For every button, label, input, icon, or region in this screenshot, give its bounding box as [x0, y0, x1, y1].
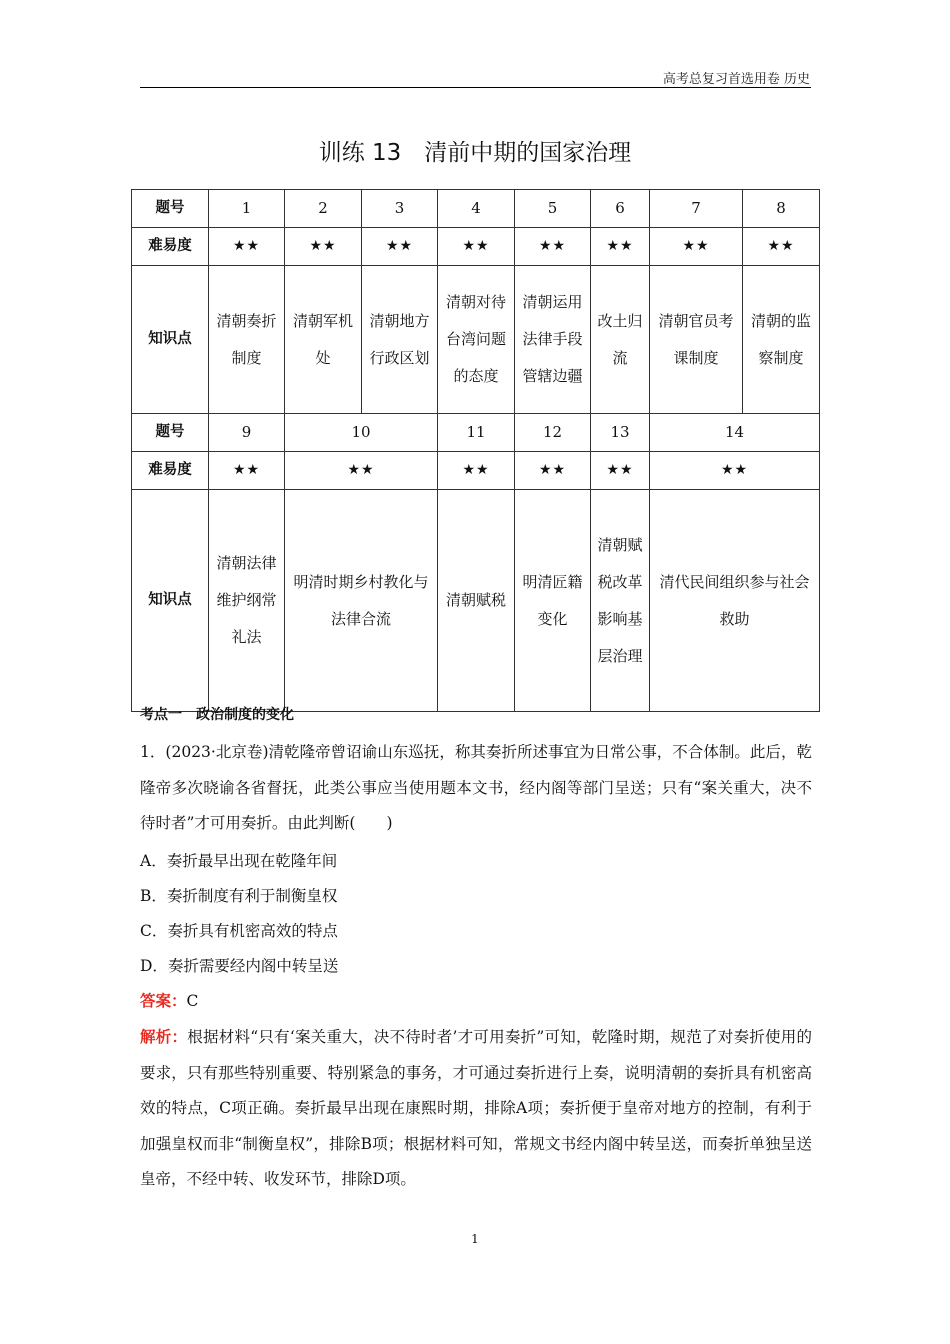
- knowledge-point: 清朝官员考课制度: [650, 266, 743, 414]
- question-text: 1．(2023·北京卷)清乾隆帝曾诏谕山东巡抚，称其奏折所述事宜为日常公事，不合体制。此后，乾隆帝多次晓谕各省督抚，此类公事应当使用题本文书，经内阁等部门呈送；只有“案关重大，决不待时者”才可用奏折。由此判断( ): [140, 743, 812, 832]
- question-number: 6: [591, 190, 650, 228]
- page-number: 1: [471, 1232, 479, 1246]
- table-row: [132, 266, 820, 414]
- difficulty-stars: ★★: [285, 228, 362, 266]
- knowledge-point: 清朝对待台湾问题的态度: [438, 266, 515, 414]
- table-row: [132, 228, 820, 266]
- difficulty-stars: ★★: [362, 228, 438, 266]
- row-label-number: 题号: [132, 190, 209, 228]
- question-number: 10: [285, 414, 438, 452]
- knowledge-point: 明清时期乡村教化与法律合流: [285, 490, 438, 712]
- difficulty-stars: ★★: [285, 452, 438, 490]
- knowledge-point: 清代民间组织参与社会救助: [650, 490, 820, 712]
- row-label-knowledge: 知识点: [132, 266, 209, 414]
- knowledge-point: 清朝军机处: [285, 266, 362, 414]
- question-number: 13: [591, 414, 650, 452]
- question-number: 3: [362, 190, 438, 228]
- header-text: 高考总复习首选用卷 历史: [662, 72, 810, 87]
- difficulty-stars: ★★: [209, 228, 285, 266]
- question-number: 8: [743, 190, 820, 228]
- question-number: 14: [650, 414, 820, 452]
- question-number: 1: [209, 190, 285, 228]
- difficulty-stars: ★★: [650, 228, 743, 266]
- knowledge-point: 清朝地方行政区划: [362, 266, 438, 414]
- knowledge-point: 清朝的监察制度: [743, 266, 820, 414]
- table-row: [132, 452, 820, 490]
- table-row: [132, 414, 820, 452]
- difficulty-stars: ★★: [591, 452, 650, 490]
- question-number: 12: [515, 414, 591, 452]
- analysis-label: 解析：: [140, 1028, 188, 1046]
- row-label-difficulty: 难易度: [132, 228, 209, 266]
- knowledge-point: 清朝赋税: [438, 490, 515, 712]
- answer-label: 答案：: [140, 992, 187, 1010]
- question-number: 5: [515, 190, 591, 228]
- table-row: [132, 190, 820, 228]
- knowledge-point: 明清匠籍变化: [515, 490, 591, 712]
- page-title: 训练 13 清前中期的国家治理: [318, 140, 632, 166]
- section-heading: 考点一 政治制度的变化: [140, 707, 294, 723]
- row-label-number: 题号: [132, 414, 209, 452]
- knowledge-point: 清朝运用法律手段管辖边疆: [515, 266, 591, 414]
- difficulty-stars: ★★: [438, 228, 515, 266]
- question-number: 11: [438, 414, 515, 452]
- difficulty-stars: ★★: [209, 452, 285, 490]
- analysis-paragraph: [140, 1020, 812, 1198]
- knowledge-point: 清朝赋税改革影响基层治理: [591, 490, 650, 712]
- knowledge-point: 清朝法律维护纲常礼法: [209, 490, 285, 712]
- option-d: D．奏折需要经内阁中转呈送: [140, 957, 339, 975]
- option-b: B．奏折制度有利于制衡皇权: [140, 887, 338, 905]
- table-row: [132, 490, 820, 712]
- difficulty-stars: ★★: [591, 228, 650, 266]
- header-divider: [140, 87, 811, 88]
- question-number: 2: [285, 190, 362, 228]
- difficulty-stars: ★★: [515, 228, 591, 266]
- knowledge-point: 清朝奏折制度: [209, 266, 285, 414]
- answer-value: C: [186, 992, 199, 1010]
- question-number: 4: [438, 190, 515, 228]
- option-a: A．奏折最早出现在乾隆年间: [140, 852, 338, 870]
- difficulty-table: [131, 189, 820, 712]
- difficulty-stars: ★★: [743, 228, 820, 266]
- row-label-knowledge: 知识点: [132, 490, 209, 712]
- difficulty-stars: ★★: [438, 452, 515, 490]
- analysis-text: 根据材料“只有‘案关重大，决不待时者’才可用奏折”可知，乾隆时期，规范了对奏折使用的要求，只有那些特别重要、特别紧急的事务，才可通过奏折进行上奏，说明清朝的奏折具有机密高效的特点，C项正确。奏折最早出现在康熙时期，排除A项；奏折便于皇帝对地方的控制，有利于加强皇权而非“制衡皇权”，排除B项；根据材料可知，常规文书经内阁中转呈送，而奏折单独呈送皇帝，不经中转、收发环节，排除D项。: [140, 1028, 812, 1188]
- row-label-difficulty: 难易度: [132, 452, 209, 490]
- option-c: C．奏折具有机密高效的特点: [140, 922, 338, 940]
- knowledge-point: 改土归流: [591, 266, 650, 414]
- answer-line: [140, 989, 198, 1011]
- difficulty-stars: ★★: [515, 452, 591, 490]
- question-number: 7: [650, 190, 743, 228]
- question-number: 9: [209, 414, 285, 452]
- difficulty-stars: ★★: [650, 452, 820, 490]
